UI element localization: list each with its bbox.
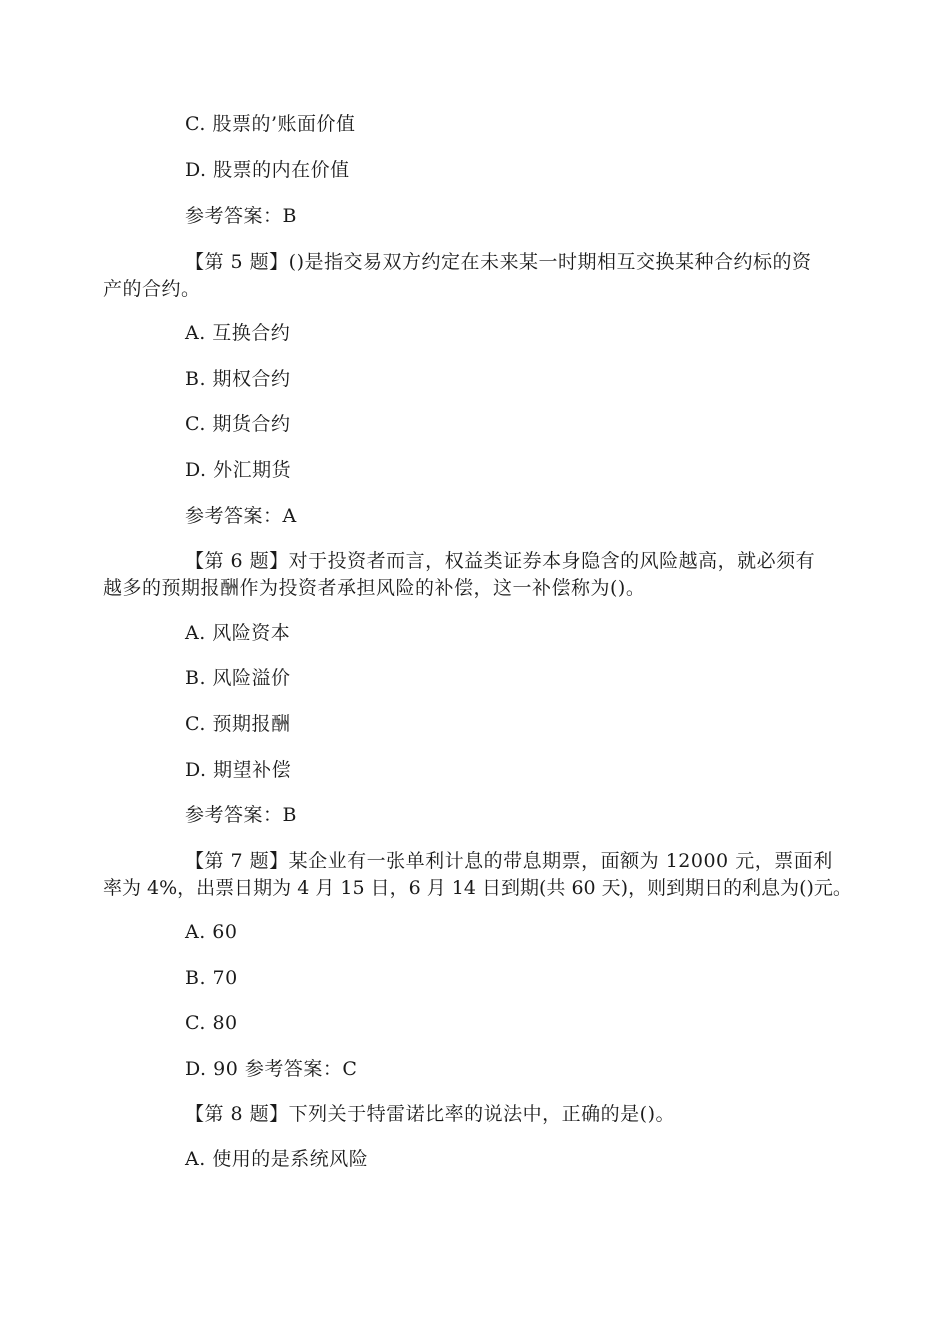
question-6-option-b: B. 风险溢价: [185, 667, 291, 689]
question-7-option-a: A. 60: [185, 921, 238, 943]
question-6-answer: 参考答案：B: [185, 804, 297, 826]
answer-prev: 参考答案：B: [185, 205, 297, 227]
question-5-line-1: 【第 5 题】()是指交易双方约定在未来某一时期相互交换某种合约标的资: [185, 251, 812, 273]
question-5-line-2: 产的合约。: [103, 278, 201, 300]
question-5-option-c: C. 期货合约: [185, 413, 291, 435]
question-5-option-b: B. 期权合约: [185, 368, 291, 390]
question-5-option-a: A. 互换合约: [185, 322, 291, 344]
question-6-option-a: A. 风险资本: [185, 622, 291, 644]
question-5-option-d: D. 外汇期货: [185, 459, 292, 481]
question-8-line-1: 【第 8 题】下列关于特雷诺比率的说法中，正确的是()。: [185, 1103, 675, 1125]
question-6-option-d: D. 期望补偿: [185, 759, 292, 781]
question-6-line-1: 【第 6 题】对于投资者而言，权益类证券本身隐含的风险越高，就必须有: [185, 550, 816, 572]
option-c-prev: C. 股票的’账面价值: [185, 113, 356, 135]
question-6-line-2: 越多的预期报酬作为投资者承担风险的补偿，这一补偿称为()。: [103, 577, 646, 599]
option-d-prev: D. 股票的内在价值: [185, 159, 350, 181]
question-7-line-1: 【第 7 题】某企业有一张单利计息的带息期票，面额为 12000 元，票面利: [185, 850, 833, 872]
question-8-option-a: A. 使用的是系统风险: [185, 1148, 369, 1170]
question-5-answer: 参考答案：A: [185, 505, 297, 527]
question-7-option-c: C. 80: [185, 1012, 238, 1034]
question-7-option-b: B. 70: [185, 967, 238, 989]
question-6-option-c: C. 预期报酬: [185, 713, 291, 735]
question-7-option-d-answer: D. 90 参考答案：C: [185, 1058, 358, 1080]
question-7-line-2: 率为 4%，出票日期为 4 月 15 日，6 月 14 日到期(共 60 天)，则到期日的利息为()元。: [103, 877, 852, 899]
